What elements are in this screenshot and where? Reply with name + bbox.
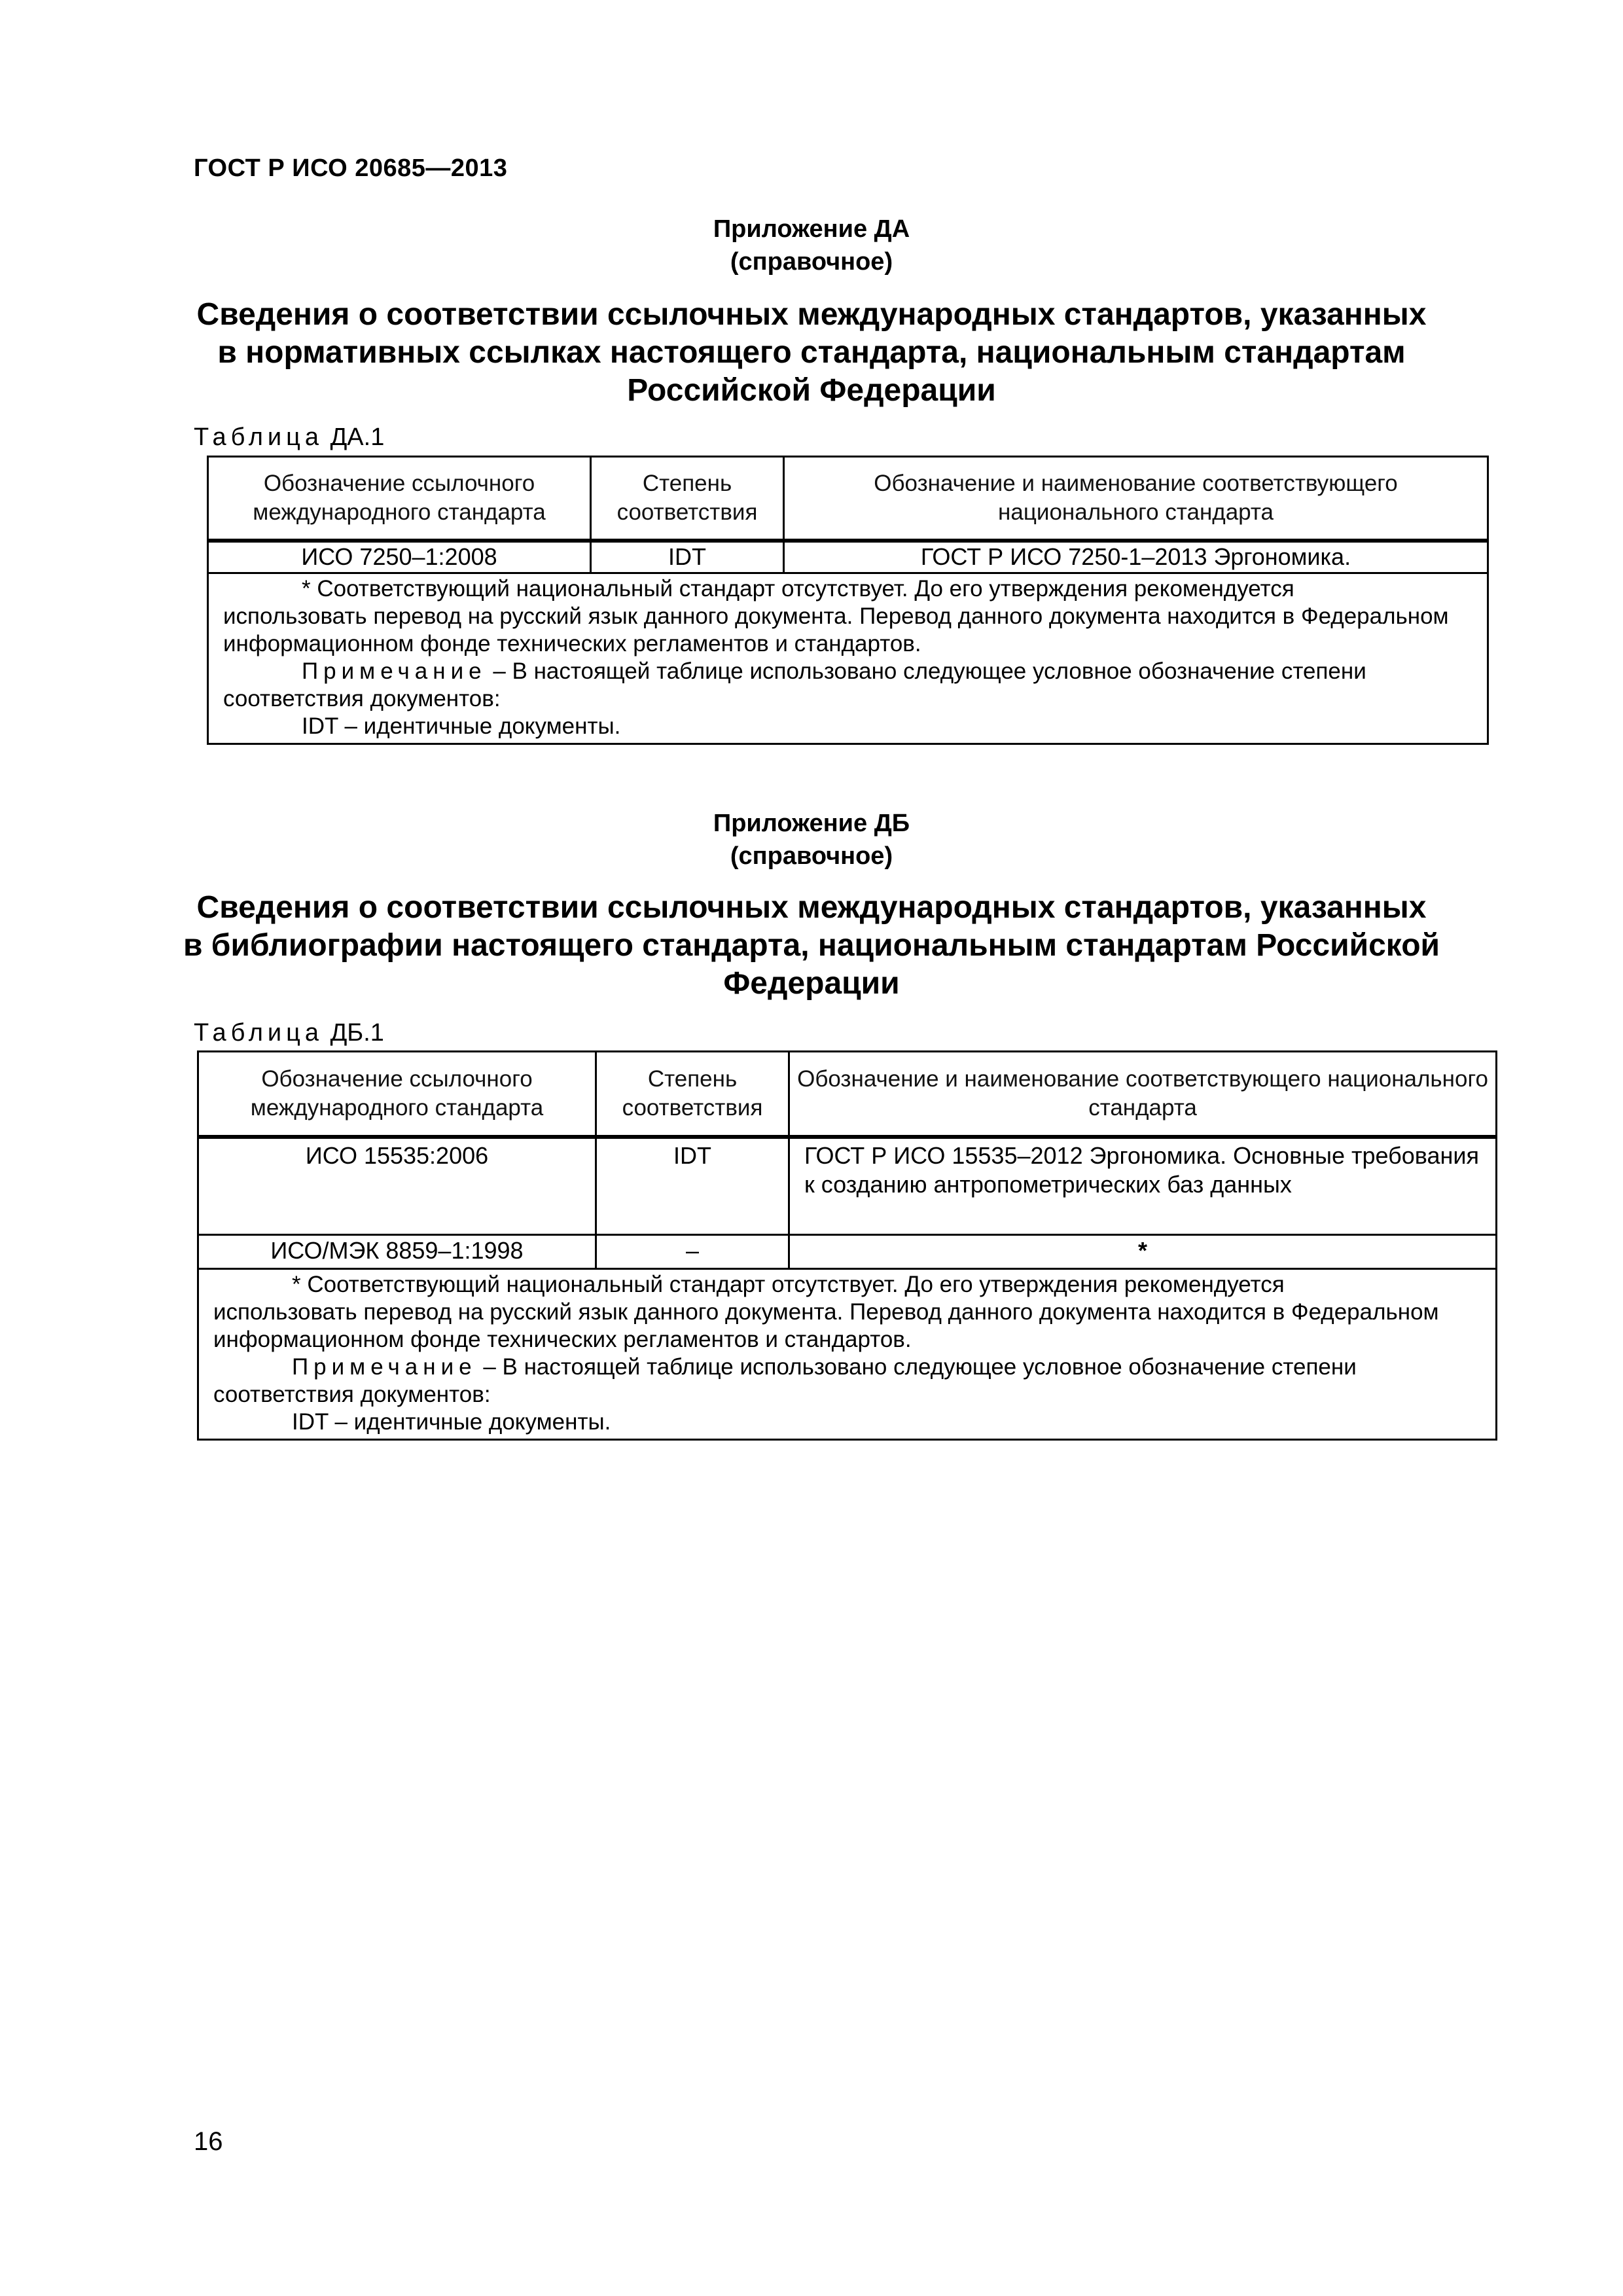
table-notes-cell <box>208 573 1488 744</box>
cell-degree: IDT <box>596 1137 789 1235</box>
note-label: Примечание <box>302 658 487 684</box>
note-text: – В настоящей таблице использовано следующее условное обозначение степени <box>476 1354 1357 1380</box>
note-text: – В настоящей таблице использовано следующее условное обозначение степени <box>486 658 1366 684</box>
table-caption-prefix: Таблица <box>194 1019 323 1047</box>
footnote-continuation: использовать перевод на русский язык данного документа. Перевод данного документа находится в Федеральном информационном фонде технических регламентов и стандартов. <box>213 1299 1439 1352</box>
annex-db-title-line: Федерации <box>723 966 900 1001</box>
idt-definition: IDT – идентичные документы. <box>292 1409 611 1435</box>
cell-reference-standard: ИСО 15535:2006 <box>198 1137 596 1235</box>
annex-da-title-line: Сведения о соответствии ссылочных международных стандартов, указанных <box>196 297 1427 332</box>
annex-da-title-line: в нормативных ссылках настоящего стандарта, национальным стандартам <box>217 335 1406 370</box>
cell-reference-standard: ИСО 7250–1:2008 <box>208 541 591 573</box>
header-cell-reference-standard: Обозначение ссылочного международного стандарта <box>208 457 591 541</box>
table-header-row <box>208 457 1488 541</box>
cell-national-standard: ГОСТ Р ИСО 15535–2012 Эргономика. Основные требования к созданию антропометрических баз данных <box>789 1137 1497 1235</box>
table-caption-number: ДА.1 <box>330 423 385 451</box>
table-notes-row <box>208 573 1488 744</box>
table-da1-caption <box>194 423 384 452</box>
table-da1 <box>207 456 1489 745</box>
header-cell-reference-standard: Обозначение ссылочного международного стандарта <box>198 1052 596 1137</box>
annex-db-title <box>157 889 1466 1003</box>
note-label: Примечание <box>292 1354 477 1380</box>
table-row <box>198 1235 1497 1269</box>
table-caption-number: ДБ.1 <box>330 1019 384 1047</box>
annex-db-title-line: в библиографии настоящего стандарта, национальным стандартам Российской <box>183 928 1440 963</box>
table-row <box>198 1137 1497 1235</box>
annex-db-status: (справочное) <box>730 842 893 870</box>
annex-db-title-line: Сведения о соответствии ссылочных международных стандартов, указанных <box>196 890 1427 925</box>
table-notes-row <box>198 1269 1497 1440</box>
cell-reference-standard: ИСО/МЭК 8859–1:1998 <box>198 1235 596 1269</box>
note-line <box>223 658 1480 685</box>
table-row <box>208 541 1488 573</box>
note-continuation: соответствия документов: <box>213 1382 491 1407</box>
footnote-text: * Соответствующий национальный стандарт отсутствует. До его утверждения рекомендуется <box>292 1272 1285 1297</box>
table-db1-caption <box>194 1019 384 1047</box>
annex-da-heading <box>0 213 1623 278</box>
cell-national-standard: * <box>789 1235 1497 1269</box>
cell-degree: – <box>596 1235 789 1269</box>
annex-db-label: Приложение ДБ <box>713 810 910 837</box>
header-cell-degree: Степень соответствия <box>596 1052 789 1137</box>
table-notes-cell <box>198 1269 1497 1440</box>
note-continuation: соответствия документов: <box>223 686 501 711</box>
annex-da-status: (справочное) <box>730 248 893 276</box>
header-cell-degree: Степень соответствия <box>591 457 784 541</box>
annex-da-title-line: Российской Федерации <box>627 373 996 408</box>
cell-national-standard: ГОСТ Р ИСО 7250-1–2013 Эргономика. <box>784 541 1488 573</box>
header-cell-national-standard: Обозначение и наименование соответствующего национального стандарта <box>784 457 1488 541</box>
idt-definition: IDT – идентичные документы. <box>302 713 621 739</box>
header-cell-national-standard: Обозначение и наименование соответствующего национального стандарта <box>789 1052 1497 1137</box>
cell-degree: IDT <box>591 541 784 573</box>
footnote-continuation: использовать перевод на русский язык данного документа. Перевод данного документа находится в Федеральном информационном фонде технических регламентов и стандартов. <box>223 603 1449 656</box>
note-line <box>213 1354 1489 1381</box>
page-number: 16 <box>194 2127 223 2156</box>
table-header-row <box>198 1052 1497 1137</box>
annex-db-heading <box>0 807 1623 872</box>
table-caption-prefix: Таблица <box>194 423 323 451</box>
document-code-header: ГОСТ Р ИСО 20685—2013 <box>194 154 508 182</box>
footnote-text: * Соответствующий национальный стандарт отсутствует. До его утверждения рекомендуется <box>302 576 1294 601</box>
table-db1 <box>197 1050 1497 1441</box>
annex-da-title <box>157 296 1466 410</box>
annex-da-label: Приложение ДА <box>713 215 910 243</box>
